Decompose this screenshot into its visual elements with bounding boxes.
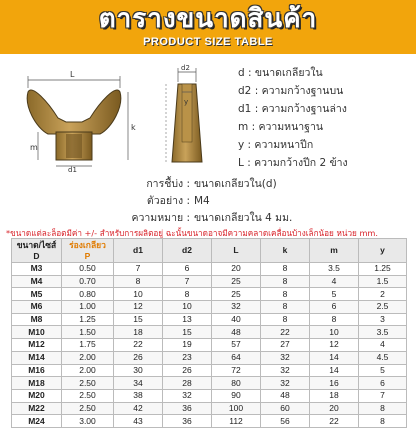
info-row-designation: การชื้บ่ง : ขนาดเกลียวใน(d) bbox=[146, 178, 277, 190]
table-cell: 22 bbox=[261, 326, 310, 339]
diagram-label-L: L bbox=[70, 70, 75, 79]
table-cell: 8 bbox=[163, 288, 212, 301]
table-cell: 3.00 bbox=[62, 415, 114, 428]
table-cell: 12 bbox=[114, 301, 163, 314]
size-table bbox=[11, 238, 407, 428]
table-cell: 8 bbox=[261, 313, 310, 326]
table-cell: 36 bbox=[163, 415, 212, 428]
table-row bbox=[12, 275, 407, 288]
table-body bbox=[12, 263, 407, 428]
table-cell: 15 bbox=[114, 313, 163, 326]
table-cell: M24 bbox=[12, 415, 62, 428]
table-cell: 64 bbox=[212, 351, 261, 364]
table-row bbox=[12, 288, 407, 301]
page-subtitle: PRODUCT SIZE TABLE bbox=[143, 36, 273, 48]
table-cell: M16 bbox=[12, 364, 62, 377]
legend-row-m: m : ความหนาฐาน bbox=[238, 121, 324, 133]
table-cell: 30 bbox=[114, 364, 163, 377]
table-row bbox=[12, 339, 407, 352]
table-row bbox=[12, 301, 407, 314]
table-cell: 38 bbox=[114, 389, 163, 402]
size-table-container bbox=[11, 238, 406, 428]
table-cell: 8 bbox=[359, 402, 407, 415]
table-cell: 57 bbox=[212, 339, 261, 352]
table-row bbox=[12, 402, 407, 415]
table-cell: 80 bbox=[212, 377, 261, 390]
header-d2: d2 bbox=[163, 239, 212, 263]
table-cell: 32 bbox=[261, 351, 310, 364]
table-row bbox=[12, 313, 407, 326]
table-cell: 18 bbox=[310, 389, 359, 402]
table-row bbox=[12, 415, 407, 428]
table-cell: M5 bbox=[12, 288, 62, 301]
info-row-example: ตัวอย่าง : M4 bbox=[146, 195, 210, 207]
table-cell: 72 bbox=[212, 364, 261, 377]
table-cell: 13 bbox=[163, 313, 212, 326]
table-cell: 0.50 bbox=[62, 263, 114, 276]
table-cell: M12 bbox=[12, 339, 62, 352]
table-cell: 48 bbox=[261, 389, 310, 402]
table-cell: 100 bbox=[212, 402, 261, 415]
table-cell: 3 bbox=[359, 313, 407, 326]
table-cell: 8 bbox=[261, 288, 310, 301]
table-cell: M22 bbox=[12, 402, 62, 415]
header-y: y bbox=[359, 239, 407, 263]
table-cell: 36 bbox=[163, 402, 212, 415]
legend-row-L: L : ความกว้างปีก 2 ข้าง bbox=[238, 157, 348, 169]
table-cell: 1.25 bbox=[359, 263, 407, 276]
table-cell: 8 bbox=[114, 275, 163, 288]
table-cell: 2.50 bbox=[62, 389, 114, 402]
table-cell: 22 bbox=[310, 415, 359, 428]
table-cell: 1.5 bbox=[359, 275, 407, 288]
table-cell: 0.80 bbox=[62, 288, 114, 301]
table-cell: 26 bbox=[163, 364, 212, 377]
table-cell: 32 bbox=[163, 389, 212, 402]
table-cell: 10 bbox=[163, 301, 212, 314]
table-cell: 20 bbox=[310, 402, 359, 415]
table-row bbox=[12, 263, 407, 276]
table-cell: 7 bbox=[114, 263, 163, 276]
header-d1: d1 bbox=[114, 239, 163, 263]
table-cell: 10 bbox=[114, 288, 163, 301]
table-cell: 4 bbox=[310, 275, 359, 288]
table-cell: 56 bbox=[261, 415, 310, 428]
table-cell: 27 bbox=[261, 339, 310, 352]
header-banner bbox=[0, 0, 416, 54]
table-cell: 1.75 bbox=[62, 339, 114, 352]
table-row bbox=[12, 351, 407, 364]
legend-row-y: y : ความหนาปีก bbox=[238, 139, 314, 151]
table-cell: 25 bbox=[212, 275, 261, 288]
table-cell: 2.50 bbox=[62, 402, 114, 415]
legend-row-d2: d2 : ความกว้างฐานบน bbox=[238, 85, 344, 97]
header-size: ขนาด/ไซส์ D bbox=[12, 239, 62, 263]
info-row-meaning: ความหมาย : ขนาดเกลียวใน 4 มม. bbox=[131, 212, 293, 224]
diagram-label-d2: d2 bbox=[181, 64, 190, 72]
table-cell: 14 bbox=[310, 351, 359, 364]
table-cell: 4.5 bbox=[359, 351, 407, 364]
table-cell: 8 bbox=[310, 313, 359, 326]
diagram-label-k: k bbox=[131, 123, 136, 132]
table-cell: 28 bbox=[163, 377, 212, 390]
table-cell: 6 bbox=[359, 377, 407, 390]
tolerance-note: *ขนาดแต่ละล็อตมีค่า +/- สำหรับการผลิตอยู่ ฉะนั้นขนาดอาจมีความคลาดเคลื่อนบ้างเล็กน้อย หน่วย mm. bbox=[6, 228, 378, 238]
table-cell: 15 bbox=[163, 326, 212, 339]
table-cell: 5 bbox=[310, 288, 359, 301]
table-cell: 10 bbox=[310, 326, 359, 339]
table-cell: 8 bbox=[261, 263, 310, 276]
diagram-label-y: y bbox=[184, 98, 189, 106]
table-cell: M14 bbox=[12, 351, 62, 364]
wing-nut-drawing bbox=[0, 62, 232, 172]
table-cell: 40 bbox=[212, 313, 261, 326]
table-cell: 22 bbox=[114, 339, 163, 352]
table-cell: M10 bbox=[12, 326, 62, 339]
table-cell: 112 bbox=[212, 415, 261, 428]
table-cell: 16 bbox=[310, 377, 359, 390]
table-cell: 8 bbox=[261, 301, 310, 314]
table-cell: 6 bbox=[310, 301, 359, 314]
table-cell: 12 bbox=[310, 339, 359, 352]
table-cell: M8 bbox=[12, 313, 62, 326]
table-row bbox=[12, 326, 407, 339]
table-cell: M4 bbox=[12, 275, 62, 288]
table-cell: M18 bbox=[12, 377, 62, 390]
table-row bbox=[12, 389, 407, 402]
table-cell: 26 bbox=[114, 351, 163, 364]
table-cell: 20 bbox=[212, 263, 261, 276]
table-cell: 6 bbox=[163, 263, 212, 276]
table-cell: 32 bbox=[212, 301, 261, 314]
header-m: m bbox=[310, 239, 359, 263]
table-cell: 0.70 bbox=[62, 275, 114, 288]
table-cell: 23 bbox=[163, 351, 212, 364]
table-cell: 18 bbox=[114, 326, 163, 339]
table-cell: 14 bbox=[310, 364, 359, 377]
front-view-wings bbox=[27, 90, 121, 134]
table-cell: 25 bbox=[212, 288, 261, 301]
page-title: ตารางขนาดสินค้า bbox=[98, 4, 318, 34]
table-cell: M6 bbox=[12, 301, 62, 314]
table-cell: 1.25 bbox=[62, 313, 114, 326]
table-cell: M20 bbox=[12, 389, 62, 402]
table-cell: 3.5 bbox=[310, 263, 359, 276]
wing-nut-diagram bbox=[0, 62, 232, 172]
header-k: k bbox=[261, 239, 310, 263]
table-cell: 7 bbox=[359, 389, 407, 402]
table-cell: 8 bbox=[359, 415, 407, 428]
table-cell: 8 bbox=[261, 275, 310, 288]
table-cell: 1.50 bbox=[62, 326, 114, 339]
table-cell: 32 bbox=[261, 364, 310, 377]
legend-row-d1: d1 : ความกว้างฐานล่าง bbox=[238, 103, 347, 115]
table-cell: 1.00 bbox=[62, 301, 114, 314]
table-cell: 5 bbox=[359, 364, 407, 377]
table-cell: 42 bbox=[114, 402, 163, 415]
legend-row-d: d : ขนาดเกลียวใน bbox=[238, 67, 323, 79]
table-cell: 3.5 bbox=[359, 326, 407, 339]
table-cell: 2.5 bbox=[359, 301, 407, 314]
table-cell: 34 bbox=[114, 377, 163, 390]
diagram-label-m: m bbox=[30, 143, 38, 152]
table-cell: 43 bbox=[114, 415, 163, 428]
dimension-legend bbox=[238, 64, 416, 172]
table-cell: M3 bbox=[12, 263, 62, 276]
table-header-row bbox=[12, 239, 407, 263]
table-cell: 2.50 bbox=[62, 377, 114, 390]
table-cell: 60 bbox=[261, 402, 310, 415]
table-cell: 4 bbox=[359, 339, 407, 352]
table-cell: 2.00 bbox=[62, 364, 114, 377]
header-pitch: ร่องเกลียว P bbox=[62, 239, 114, 263]
table-cell: 2 bbox=[359, 288, 407, 301]
table-cell: 32 bbox=[261, 377, 310, 390]
table-cell: 19 bbox=[163, 339, 212, 352]
table-cell: 7 bbox=[163, 275, 212, 288]
table-cell: 2.00 bbox=[62, 351, 114, 364]
designation-info bbox=[0, 176, 416, 227]
table-row bbox=[12, 377, 407, 390]
header-L: L bbox=[212, 239, 261, 263]
table-cell: 90 bbox=[212, 389, 261, 402]
table-cell: 48 bbox=[212, 326, 261, 339]
diagram-label-d1: d1 bbox=[68, 166, 77, 174]
table-row bbox=[12, 364, 407, 377]
